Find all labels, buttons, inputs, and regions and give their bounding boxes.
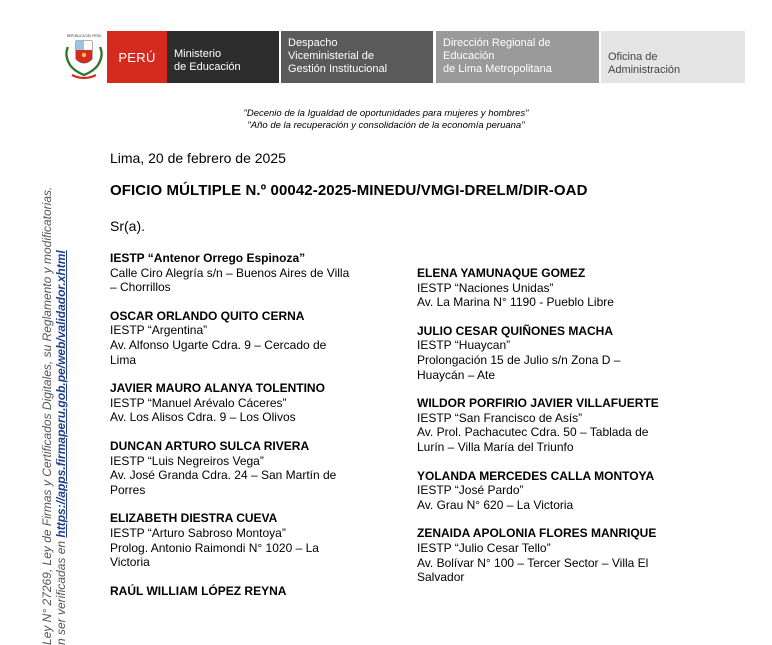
recipient-detail: Av. Los Alisos Cdra. 9 – Los Olivos	[110, 410, 296, 425]
recipient-entry	[110, 251, 385, 295]
recipient-detail: Prolog. Antonio Raimondi N° 1020 – La	[110, 540, 319, 555]
recipient-detail: IESTP “Naciones Unidas”	[417, 280, 554, 295]
recipient-detail: Salvador	[417, 570, 465, 585]
ministerio-label: Ministerio de Educación	[167, 31, 279, 83]
recipient-detail: Victoria	[110, 555, 150, 570]
recipient-name: ELENA YAMUNAQUE GOMEZ	[417, 266, 586, 280]
recipient-detail: IESTP “Luis Negreiros Vega”	[110, 453, 264, 468]
motto-line-2: "Año de la recuperación y consolidación de la economía peruana"	[247, 120, 525, 131]
recipient-detail: Lurín – Villa María del Triunfo	[417, 439, 574, 454]
recipients-left-column	[110, 251, 385, 612]
recipient-detail: Prolongación 15 de Julio s/n Zona D –	[417, 352, 621, 367]
validator-link[interactable]: https://apps.firmaperu.gob.pe/web/validador.xhtml	[54, 250, 68, 538]
recipient-detail: IESTP “José Pardo”	[417, 483, 524, 498]
salutation: Sr(a).	[110, 218, 145, 234]
recipient-detail: Av. Alfonso Ugarte Cdra. 9 – Cercado de	[110, 337, 327, 352]
motto-line-1: "Decenio de la Igualdad de oportunidades para mujeres y hombres"	[243, 108, 529, 119]
recipient-detail: Calle Ciro Alegría s/n – Buenos Aires de Villa	[110, 265, 350, 280]
recipient-entry	[110, 439, 385, 497]
recipient-name: JAVIER MAURO ALANYA TOLENTINO	[110, 381, 325, 396]
recipient-detail: IESTP “San Francisco de Asís”	[417, 410, 583, 425]
recipient-detail: IESTP “Manuel Arévalo Cáceres”	[110, 395, 287, 410]
peru-label: PERÚ	[107, 31, 167, 83]
recipient-detail: Av. Prol. Pachacutec Cdra. 50 – Tablada de	[417, 425, 649, 440]
document-date: Lima, 20 de febrero de 2025	[110, 150, 286, 166]
recipient-entry	[110, 381, 385, 425]
direccion-label: Dirección Regional de Educación de Lima Metropolitana	[436, 31, 599, 83]
recipient-entry	[417, 469, 707, 513]
document-title: OFICIO MÚLTIPLE N.º 00042-2025-MINEDU/VMGI-DRELM/DIR-OAD	[110, 182, 588, 199]
recipient-entry	[110, 309, 385, 367]
recipients-right-column	[417, 266, 707, 599]
recipient-detail: – Chorrillos	[110, 280, 171, 295]
recipient-detail: Av. José Granda Cdra. 24 – San Martín de	[110, 468, 337, 483]
oficina-label: Oficina de Administración	[601, 31, 745, 83]
recipient-detail: Av. Bolívar N° 100 – Tercer Sector – Villa El	[417, 555, 649, 570]
recipient-entry	[417, 324, 707, 382]
recipient-entry	[417, 526, 707, 584]
recipient-detail: IESTP “Huaycan”	[417, 338, 511, 353]
recipient-detail: IESTP “Argentina”	[110, 323, 208, 338]
recipient-entry	[417, 396, 707, 454]
recipient-name: DUNCAN ARTURO SULCA RIVERA	[110, 438, 310, 453]
recipient-name: ZENAIDA APOLONIA FLORES MANRIQUE	[417, 526, 657, 541]
recipient-detail: Lima	[110, 352, 137, 367]
recipient-name: YOLANDA MERCEDES CALLA MONTOYA	[417, 468, 655, 483]
recipient-name: WILDOR PORFIRIO JAVIER VILLAFUERTE	[417, 396, 659, 411]
recipient-entry	[110, 511, 385, 569]
recipient-detail: Porres	[110, 482, 146, 497]
recipient-name: IESTP “Antenor Orrego Espinoza”	[110, 251, 306, 265]
recipient-entry	[417, 266, 707, 310]
recipient-detail: IESTP “Arturo Sabroso Montoya”	[110, 525, 286, 540]
recipient-detail: Av. Grau N° 620 – La Victoria	[417, 497, 574, 512]
recipient-name: RAÚL WILLIAM LÓPEZ REYNA	[110, 583, 287, 598]
crest-text: REPÚBLICA DEL PERÚ	[66, 34, 102, 38]
recipient-name: OSCAR ORLANDO QUITO CERNA	[110, 308, 305, 323]
recipient-detail: IESTP “Julio Cesar Tello”	[417, 540, 551, 555]
recipient-detail: Av. La Marina N° 1190 - Pueblo Libre	[417, 295, 614, 310]
recipient-name: ELIZABETH DIESTRA CUEVA	[110, 511, 278, 526]
recipient-detail: Huaycán – Ate	[417, 367, 496, 382]
verification-note: Ley N° 27269, Ley de Firmas y Certificados Digitales, su Reglamento y modificatorias. n ser verificadas en https://apps.firmaperu.gob.pe/web/validador.xhtml	[40, 186, 68, 645]
despacho-label: Despacho Viceministerial de Gestión Institucional	[281, 31, 433, 83]
recipient-name: JULIO CESAR QUIÑONES MACHA	[417, 323, 614, 338]
